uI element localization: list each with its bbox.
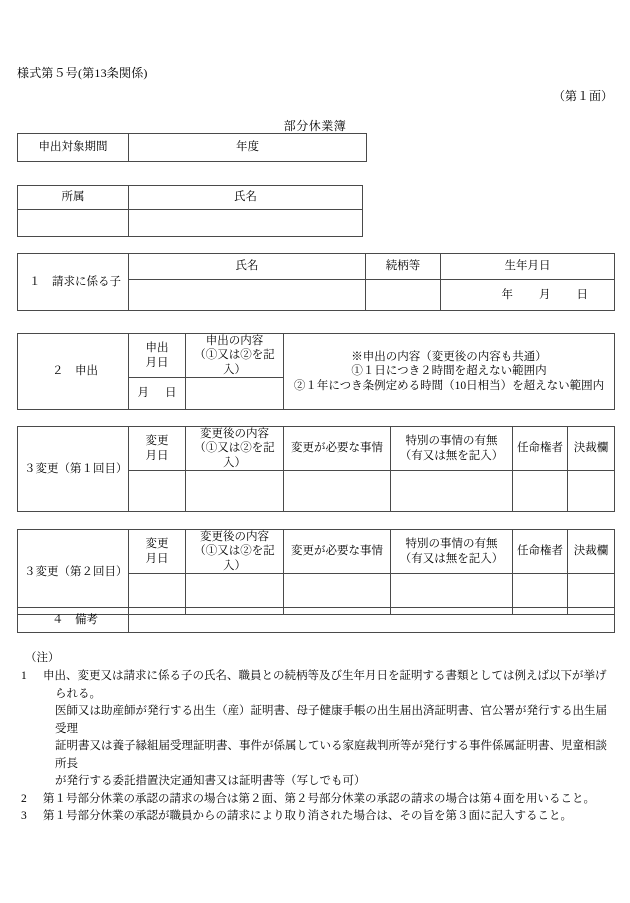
change-2-special-header [391,530,513,574]
change-1-approval-field[interactable] [568,471,615,512]
document-title: 部分休業簿 [283,119,347,133]
application-date-header-line1: 申出 [145,342,169,355]
table-row [18,186,363,210]
note-item [17,808,617,825]
change-1-approval-header: 決裁欄 [568,427,615,471]
child-birthdate-header: 生年月日 [441,254,615,280]
application-period-field[interactable]: 年度 [129,134,367,162]
change-1-special-header-line2: （有又は無を記入） [399,449,504,462]
table-row [18,608,615,633]
notes-heading: （注） [25,652,60,664]
change-section-2-label: ３変更（第２回目） [18,530,129,615]
form-code: 様式第５号(第13条関係) [17,66,148,80]
child-relation-field[interactable] [366,280,441,311]
change-1-content-header-line2: （①又は②を記入） [194,442,275,469]
application-note-cell [284,334,615,410]
table-row [18,254,615,280]
change-1-reason-header-line1: 変更が必要な事情 [291,442,383,455]
change-2-special-header-line1: 特別の事情の有無 [405,538,498,551]
application-note-line-3: ②１年につき条例定める時間（10日相当）を超えない範囲内 [293,379,605,392]
table-row [18,210,363,237]
note-number: 2 [21,792,27,805]
remarks-label: ４ 備考 [18,608,129,633]
application-content-header-line1: 申出の内容 [205,335,264,347]
year-unit: 年 [501,288,513,301]
change-1-special-header-line1: 特別の事情の有無 [405,435,498,448]
change-2-content-header-line1: 変更後の内容 [200,531,269,543]
application-note-line-1: ※申出の内容（変更後の内容も共通） [351,351,547,363]
day-unit: 日 [165,387,177,400]
change-1-date-field[interactable] [129,471,186,512]
note-item [17,668,617,790]
change-section-1-table [17,426,615,512]
change-1-date-header-line1: 変更 [145,435,169,448]
change-section-2-table [17,529,615,615]
child-name-header: 氏名 [129,254,366,280]
month-unit: 月 [539,288,551,301]
change-1-appointer-field[interactable] [513,471,568,512]
change-1-reason-header [284,427,391,471]
page-face-label: （第１面） [552,89,613,103]
note-number: 3 [21,810,27,823]
table-row [18,134,367,162]
note-1-line-5: が発行する委託措置決定通知書又は証明書等（写しでも可） [55,775,366,788]
application-date-header [129,334,186,378]
application-section-label: ２ 申出 [18,334,129,410]
table-row [18,427,615,471]
table-row [18,334,615,378]
notes-block [17,650,617,826]
change-2-date-header [129,530,186,574]
change-1-content-header-line1: 変更後の内容 [200,428,269,440]
application-period-table [17,133,367,162]
note-number: 1 [21,670,27,683]
change-2-special-header-line2: （有又は無を記入） [399,552,504,565]
note-text [43,668,617,790]
child-relation-header: 続柄等 [366,254,441,280]
change-2-date-header-line1: 変更 [145,538,169,551]
change-2-reason-header-line1: 変更が必要な事情 [291,545,383,558]
application-note-line-2: ①１日につき２時間を超えない範囲内 [351,365,547,378]
note-1-line-4: 証明書又は養子縁組届受理証明書、事件が係属している家庭裁判所等が発行する事件係属証明書、児童相談所長 [55,740,607,770]
change-2-content-header [186,530,284,574]
change-1-appointer-header: 任命権者 [513,427,568,471]
note-1-line-1: 申出、変更又は請求に係る子の氏名、職員との続柄等及び生年月日を証明する書類としては例えば以下が挙げ [43,670,607,683]
note-1-line-2: られる。 [55,687,101,700]
remarks-field[interactable] [129,608,615,633]
change-2-content-header-line2: （①又は②を記入） [194,545,275,572]
affiliation-field[interactable] [18,210,129,237]
change-2-approval-header: 決裁欄 [568,530,615,574]
day-unit: 日 [576,288,588,301]
note-item [17,791,617,808]
note-text: 第１号部分休業の承認の請求の場合は第２面、第２号部分休業の承認の請求の場合は第４面を用いること。 [43,792,595,805]
change-2-date-header-line2: 月日 [145,552,169,565]
change-1-reason-field[interactable] [284,471,391,512]
affiliation-header: 所属 [18,186,129,210]
application-date-field[interactable] [129,378,186,410]
change-1-content-header [186,427,284,471]
change-1-special-header [391,427,513,471]
change-1-special-field[interactable] [391,471,513,512]
change-1-content-field[interactable] [186,471,284,512]
application-content-header-line2: （①又は②を記入） [194,349,275,376]
affiliation-name-table [17,185,363,237]
change-1-date-header-line2: 月日 [145,449,169,462]
remarks-table [17,607,615,633]
application-period-label: 申出対象期間 [18,134,129,162]
change-2-appointer-header: 任命権者 [513,530,568,574]
application-section-table [17,333,615,410]
note-text: 第１号部分休業の承認が職員からの請求により取り消された場合は、その旨を第３面に記入すること。 [43,810,572,823]
child-section-label: １ 請求に係る子 [18,254,129,311]
name-field[interactable] [129,210,363,237]
child-birthdate-field[interactable] [441,280,615,311]
note-1-line-3: 医師又は助産師が発行する出生（産）証明書、母子健康手帳の出生届出済証明書、官公署が発行する出生届受理 [55,705,607,735]
change-section-1-label: ３変更（第１回目） [18,427,129,512]
application-content-header [186,334,284,378]
child-section-table [17,253,615,311]
application-content-field[interactable] [186,378,284,410]
name-header: 氏名 [129,186,363,210]
change-2-reason-header [284,530,391,574]
change-1-date-header [129,427,186,471]
child-name-field[interactable] [129,280,366,311]
table-row [18,530,615,574]
application-date-header-line2: 月日 [145,356,169,369]
month-unit: 月 [137,387,149,400]
